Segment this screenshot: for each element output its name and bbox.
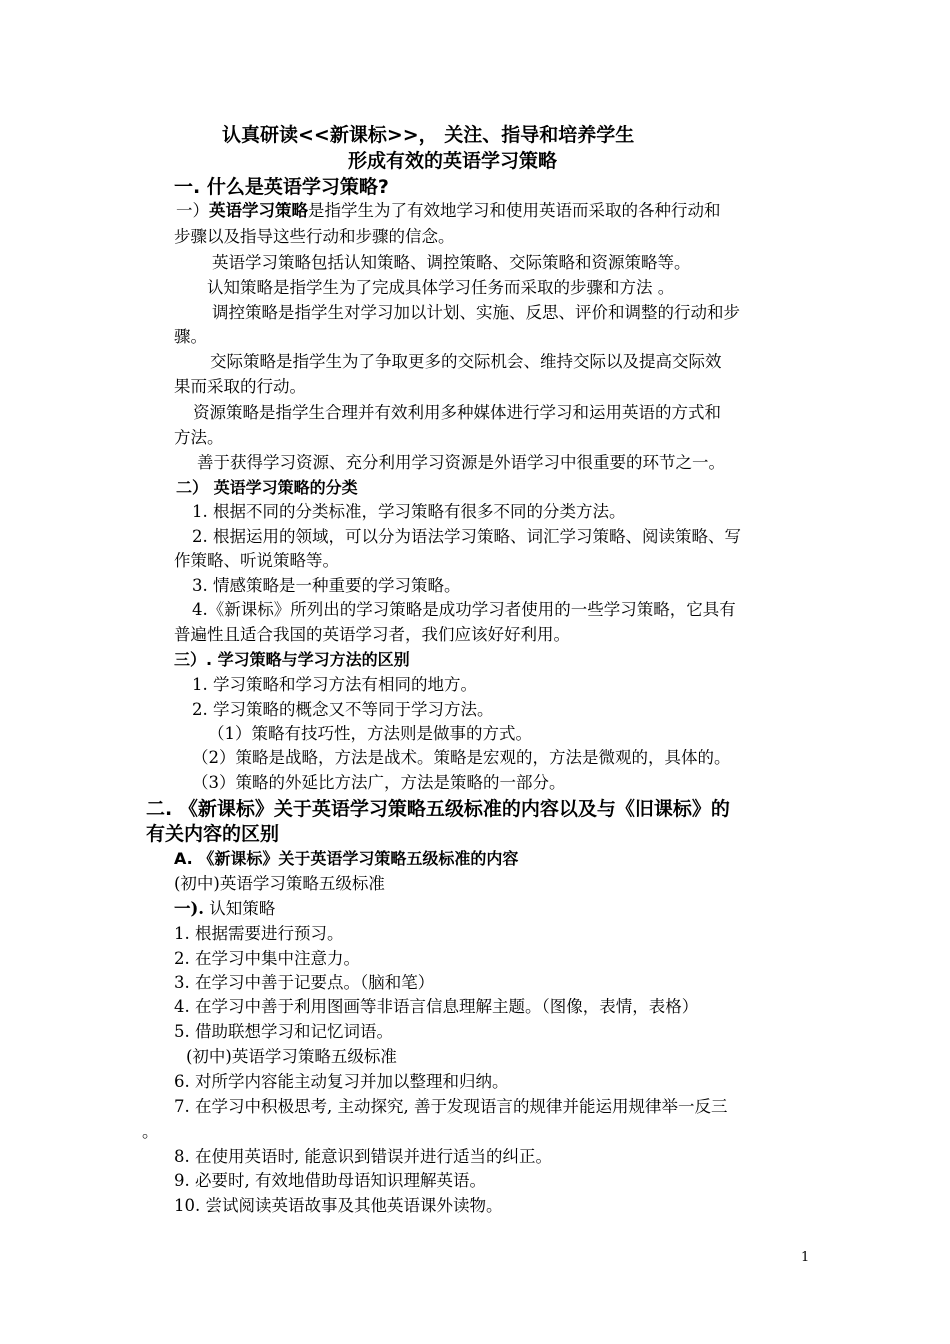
level-label-2: (初中)英语学习策略五级标准 <box>186 1047 397 1066</box>
section2-heading-line-2: 有关内容的区别 <box>146 823 280 845</box>
paragraph-strategy-types: 英语学习策略包括认知策略、调控策略、交际策略和资源策略等。 <box>212 253 691 272</box>
list-item: 2. 在学习中集中注意力。 <box>174 949 360 968</box>
difference-item-2: 2. 学习策略的概念又不等同于学习方法。 <box>192 700 494 719</box>
section1-heading: 一. 什么是英语学习策略? <box>174 176 389 198</box>
paragraph-control-2: 骤。 <box>174 327 207 346</box>
subsection-classification-heading: 二） 英语学习策略的分类 <box>176 478 358 497</box>
list-item: 6. 对所学内容能主动复习并加以整理和归纳。 <box>174 1072 509 1091</box>
definition-line-1 <box>176 203 721 220</box>
definition-term: 英语学习策略 <box>209 201 308 220</box>
list-item: 8. 在使用英语时, 能意识到错误并进行适当的纠正。 <box>174 1147 552 1166</box>
paragraph-communication-2: 果而采取的行动。 <box>174 377 306 396</box>
classification-item-4-line-2: 普遍性且适合我国的英语学习者，我们应该好好利用。 <box>174 625 570 644</box>
classification-item-3: 3. 情感策略是一种重要的学习策略。 <box>192 576 461 595</box>
difference-item-1: 1. 学习策略和学习方法有相同的地方。 <box>192 675 477 694</box>
list-item: 4. 在学习中善于利用图画等非语言信息理解主题。（图像，表情，表格） <box>174 997 699 1016</box>
list-item: 7. 在学习中积极思考, 主动探究, 善于发现语言的规律并能运用规律举一反三 <box>174 1097 728 1116</box>
list-item: 3. 在学习中善于记要点。（脑和笔） <box>174 973 435 992</box>
cognitive-heading-number: 一). <box>174 899 205 918</box>
definition-text: 是指学生为了有效地学习和使用英语而采取的各种行动和 <box>308 201 721 220</box>
definition-line-2: 步骤以及指导这些行动和步骤的信念。 <box>174 227 455 246</box>
difference-sub-1: （1）策略有技巧性，方法则是做事的方式。 <box>208 724 532 743</box>
paragraph-resource-1: 资源策略是指学生合理并有效利用多种媒体进行学习和运用英语的方式和 <box>193 403 721 422</box>
paragraph-communication-1: 交际策略是指学生为了争取更多的交际机会、维持交际以及提高交际效 <box>210 352 722 371</box>
difference-sub-3: （3）策略的外延比方法广，方法是策略的一部分。 <box>192 773 566 792</box>
list-item: 1. 根据需要进行预习。 <box>174 924 344 943</box>
difference-sub-2: （2）策略是战略，方法是战术。策略是宏观的，方法是微观的，具体的。 <box>192 748 731 767</box>
section2-heading-line-1: 二. 《新课标》关于英语学习策略五级标准的内容以及与《旧课标》的 <box>146 798 730 820</box>
paragraph-cognitive: 认知策略是指学生为了完成具体学习任务而采取的步骤和方法 。 <box>207 278 675 297</box>
classification-item-2-line-1: 2. 根据运用的领域，可以分为语法学习策略、词汇学习策略、阅读策略、写 <box>192 527 741 546</box>
definition-prefix: 一） <box>176 201 209 220</box>
title-line-2: 形成有效的英语学习策略 <box>348 150 558 172</box>
page-number: 1 <box>801 1250 810 1265</box>
classification-item-2-line-2: 作策略、听说策略等。 <box>174 551 339 570</box>
paragraph-control-1: 调控策略是指学生对学习加以计划、实施、反思、评价和调整的行动和步 <box>212 303 740 322</box>
list-item: 5. 借助联想学习和记忆词语。 <box>174 1022 393 1041</box>
paragraph-resource-importance: 善于获得学习资源、充分利用学习资源是外语学习中很重要的环节之一。 <box>197 453 725 472</box>
list-item-continuation: 。 <box>142 1122 159 1141</box>
paragraph-resource-2: 方法。 <box>174 428 224 447</box>
list-item: 10. 尝试阅读英语故事及其他英语课外读物。 <box>174 1196 503 1215</box>
level-label: (初中)英语学习策略五级标准 <box>174 874 385 893</box>
cognitive-strategy-heading <box>174 901 275 918</box>
subsection-difference-heading: 三）. 学习策略与学习方法的区别 <box>174 650 410 669</box>
classification-item-1: 1. 根据不同的分类标准，学习策略有很多不同的分类方法。 <box>192 502 626 521</box>
list-item: 9. 必要时, 有效地借助母语知识理解英语。 <box>174 1171 486 1190</box>
section2-a-heading: A. 《新课标》关于英语学习策略五级标准的内容 <box>174 849 519 868</box>
cognitive-heading-text: 认知策略 <box>204 899 276 918</box>
title-line-1: 认真研读<<新课标>>， 关注、指导和培养学生 <box>222 124 635 146</box>
classification-item-4-line-1: 4.《新课标》所列出的学习策略是成功学习者使用的一些学习策略，它具有 <box>192 600 736 619</box>
